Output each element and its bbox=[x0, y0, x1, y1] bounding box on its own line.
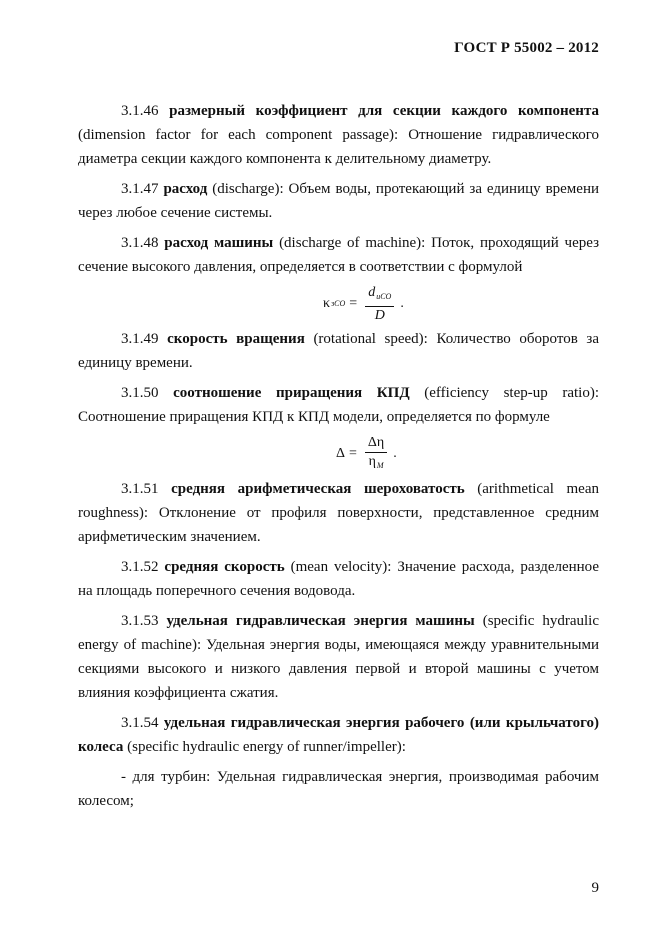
term-definition: (specific hydraulic energy of machine): Удельная энергия воды, имеющаяся между уравнительными секциями высокого и низкого давления первой и второй машины с учетом влияния коэффициента сжатия. bbox=[78, 613, 599, 701]
denominator-subscript: M bbox=[376, 460, 384, 470]
term-number: 3.1.50 bbox=[121, 385, 159, 401]
page-number: 9 bbox=[591, 880, 599, 896]
formula-discharge bbox=[78, 285, 599, 323]
term-title: соотношение приращения КПД bbox=[173, 385, 410, 401]
formula-period: . bbox=[400, 296, 404, 311]
term-3-1-51 bbox=[78, 477, 599, 549]
term-number: 3.1.46 bbox=[121, 103, 159, 119]
term-definition: (discharge of machine): Поток, проходящий через сечение высокого давления, определяется в соответствии с формулой bbox=[78, 235, 599, 275]
formula-lhs: κ bbox=[323, 296, 331, 311]
term-definition: (discharge): Объем воды, протекающий за единицу времени через любое сечение системы. bbox=[78, 181, 600, 221]
formula-numerator: Δη bbox=[365, 435, 387, 453]
formula-equals: = bbox=[349, 446, 357, 461]
term-title: удельная гидравлическая энергия рабочего (или крыльчатого) колеса bbox=[78, 715, 599, 755]
term-3-1-52 bbox=[78, 555, 599, 603]
term-number: 3.1.48 bbox=[121, 235, 159, 251]
formula-numerator bbox=[365, 285, 394, 307]
term-title: скорость вращения bbox=[167, 331, 305, 347]
term-definition: (specific hydraulic energy of runner/impeller): bbox=[127, 739, 406, 755]
term-3-1-48 bbox=[78, 231, 599, 279]
term-definition: (dimension factor for each component passage): Отношение гидравлического диаметра секции каждого компонента к делительному диаметру. bbox=[78, 127, 599, 167]
term-definition: (efficiency step-up ratio): Соотношение приращения КПД к КПД модели, определяется по формуле bbox=[78, 385, 600, 425]
formula-denominator bbox=[369, 453, 384, 474]
term-title: расход машины bbox=[164, 235, 274, 251]
document-header: ГОСТ Р 55002 – 2012 bbox=[454, 40, 599, 56]
term-title: расход bbox=[163, 181, 208, 197]
document-body bbox=[78, 99, 599, 819]
term-title: средняя скорость bbox=[164, 559, 285, 575]
formula-fraction bbox=[365, 435, 387, 474]
term-3-1-53 bbox=[78, 609, 599, 705]
term-title: удельная гидравлическая энергия машины bbox=[166, 613, 475, 629]
term-number: 3.1.49 bbox=[121, 331, 159, 347]
list-item-turbines: - для турбин: Удельная гидравлическая энергия, производимая рабочим колесом; bbox=[78, 769, 599, 809]
term-3-1-54 bbox=[78, 711, 599, 759]
term-definition: (arithmetical mean roughness): Отклонение от профиля поверхности, представленное средним арифметическим значением. bbox=[78, 481, 599, 545]
term-3-1-46 bbox=[78, 99, 599, 171]
term-3-1-50 bbox=[78, 381, 599, 429]
numerator-subscript: uCO bbox=[376, 291, 392, 301]
formula-efficiency-ratio bbox=[78, 435, 599, 473]
formula-lhs: Δ bbox=[336, 446, 346, 461]
term-3-1-49 bbox=[78, 327, 599, 375]
term-number: 3.1.54 bbox=[121, 715, 159, 731]
term-number: 3.1.53 bbox=[121, 613, 159, 629]
term-title: средняя арифметическая шероховатость bbox=[171, 481, 465, 497]
formula-lhs-subscript: зCO bbox=[331, 299, 346, 308]
formula-equals: = bbox=[349, 296, 358, 311]
term-number: 3.1.47 bbox=[121, 181, 159, 197]
term-number: 3.1.52 bbox=[121, 559, 159, 575]
formula-denominator: D bbox=[374, 307, 385, 323]
numerator-symbol: d bbox=[368, 284, 376, 300]
formula-fraction bbox=[365, 285, 394, 324]
term-definition: (mean velocity): Значение расхода, разделенное на площадь поперечного сечения водовода. bbox=[78, 559, 600, 599]
term-definition: (rotational speed): Количество оборотов за единицу времени. bbox=[78, 331, 599, 371]
term-title: размерный коэффициент для секции каждого компонента bbox=[169, 103, 600, 119]
term-3-1-47 bbox=[78, 177, 599, 225]
term-number: 3.1.51 bbox=[121, 481, 159, 497]
denominator-symbol: η bbox=[368, 453, 376, 469]
formula-period: . bbox=[393, 446, 397, 461]
